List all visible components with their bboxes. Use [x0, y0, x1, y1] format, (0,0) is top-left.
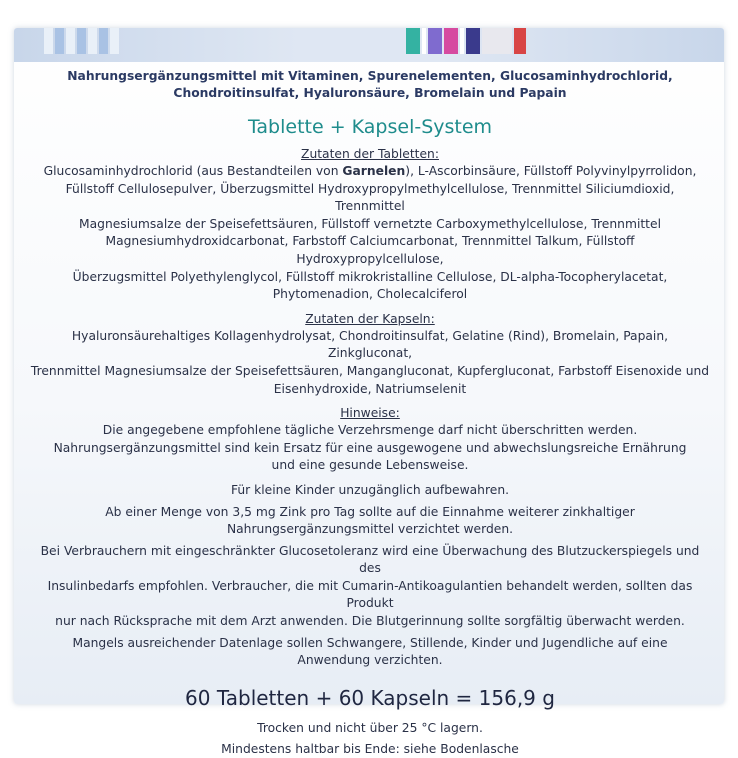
pattern-block	[77, 28, 86, 54]
pattern-block	[466, 28, 480, 54]
notes-paragraph	[30, 635, 710, 670]
pattern-block	[444, 28, 458, 54]
ingredient-line: Trennmittel Magnesiumsalze der Speisefettsäuren, Mangangluconat, Kupfergluconat, Farbstoff Eisenoxide und	[30, 363, 710, 378]
product-description	[30, 68, 710, 102]
pattern-block	[44, 28, 53, 54]
ingredient-line: Füllstoff Cellulosepulver, Überzugsmittel Hydroxypropylmethylcellulose, Trennmittel Siliciumdioxid, Trennmittel	[65, 181, 675, 214]
note-line: Nahrungsergänzungsmittel verzichtet werden.	[226, 522, 514, 537]
system-title: Tablette + Kapsel-System	[247, 116, 493, 138]
best-before-note: Mindestens haltbar bis Ende: siehe Bodenlasche	[221, 741, 519, 756]
note-line: Insulinbedarfs empfohlen. Verbraucher, die mit Cumarin-Antikoagulantien behandelt werden, sollten das Produkt	[47, 578, 693, 611]
pattern-block	[88, 28, 97, 54]
package-top-strip	[14, 28, 724, 62]
color-pattern-right	[406, 28, 526, 54]
notes-paragraph	[30, 504, 710, 539]
notes-paragraph	[30, 543, 710, 631]
ingredient-text: Glucosaminhydrochlorid (aus Bestandteilen von	[43, 164, 343, 178]
pattern-block	[514, 28, 526, 54]
storage-instruction: Trocken und nicht über 25 °C lagern.	[257, 720, 483, 735]
notes-paragraph	[30, 422, 710, 475]
pattern-block	[99, 28, 108, 54]
tablets-heading: Zutaten der Tabletten:	[301, 147, 439, 161]
pattern-block	[66, 28, 75, 54]
pattern-block	[55, 28, 64, 54]
note-line: Die angegebene empfohlene tägliche Verzehrsmenge darf nicht überschritten werden.	[102, 423, 638, 438]
capsules-heading: Zutaten der Kapseln:	[305, 311, 435, 326]
pattern-block	[428, 28, 442, 54]
pattern-block	[406, 28, 420, 54]
pattern-block	[460, 28, 464, 54]
package-quantity: 60 Tabletten + 60 Kapseln = 156,9 g	[185, 685, 555, 710]
ingredient-line: Phytomenadion, Cholecalciferol	[272, 287, 468, 302]
description-line: Chondroitinsulfat, Hyaluronsäure, Bromelain und Papain	[173, 86, 567, 100]
note-line: Mangels ausreichender Datenlage sollen Schwangere, Stillende, Kinder und Jugendliche auf eine	[72, 635, 668, 650]
note-line: und eine gesunde Lebensweise.	[271, 458, 469, 473]
note-line: Für kleine Kinder unzugänglich aufbewahren.	[230, 482, 510, 497]
ingredient-line: Überzugsmittel Polyethylenglycol, Füllstoff mikrokristalline Cellulose, DL-alpha-Tocopherylacetat,	[72, 269, 668, 284]
ingredient-line: Hyaluronsäurehaltiges Kollagenhydrolysat, Chondroitinsulfat, Gelatine (Rind), Bromelain, Papain, Zinkgluconat,	[71, 328, 669, 361]
ingredient-line: Magnesiumhydroxidcarbonat, Farbstoff Calciumcarbonat, Trennmittel Talkum, Füllstoff Hydroxypropylcellulose,	[105, 234, 635, 266]
note-line: Bei Verbrauchern mit eingeschränkter Glucosetoleranz wird eine Überwachung des Blutzuckerspiegels und des	[40, 543, 700, 576]
notes-heading: Hinweise:	[340, 406, 400, 421]
note-line: Ab einer Menge von 3,5 mg Zink pro Tag sollte auf die Einnahme weiterer zinkhaltiger	[105, 504, 635, 519]
label-text	[30, 68, 710, 758]
notes-paragraph	[30, 482, 710, 500]
note-line: Nahrungsergänzungsmittel sind kein Ersatz für eine ausgewogene und abwechslungsreiche Ernährung	[53, 440, 687, 455]
ingredient-line: Magnesiumsalze der Speisefettsäuren, Füllstoff vernetzte Carboxymethylcellulose, Trennmittel	[79, 216, 661, 231]
allergen-text: Garnelen	[342, 164, 406, 178]
ingredient-line	[30, 163, 710, 181]
description-line: Nahrungsergänzungsmittel mit Vitaminen, Spurenelementen, Glucosaminhydrochlorid,	[67, 69, 673, 83]
ingredient-text: ), L-Ascorbinsäure, Füllstoff Polyvinylpyrrolidon,	[405, 164, 697, 178]
pattern-block	[482, 28, 512, 54]
note-line: nur nach Rücksprache mit dem Arzt anwenden. Die Blutgerinnung sollte sorgfältig überwacht werden.	[55, 614, 685, 629]
tablets-ingredients	[30, 163, 710, 304]
pattern-block	[422, 28, 426, 54]
capsules-ingredients	[30, 328, 710, 398]
pattern-block	[110, 28, 119, 54]
ingredient-line: Eisenhydroxide, Natriumselenit	[273, 381, 467, 396]
barcode-pattern-left	[44, 28, 119, 54]
note-line: Anwendung verzichten.	[297, 653, 443, 668]
